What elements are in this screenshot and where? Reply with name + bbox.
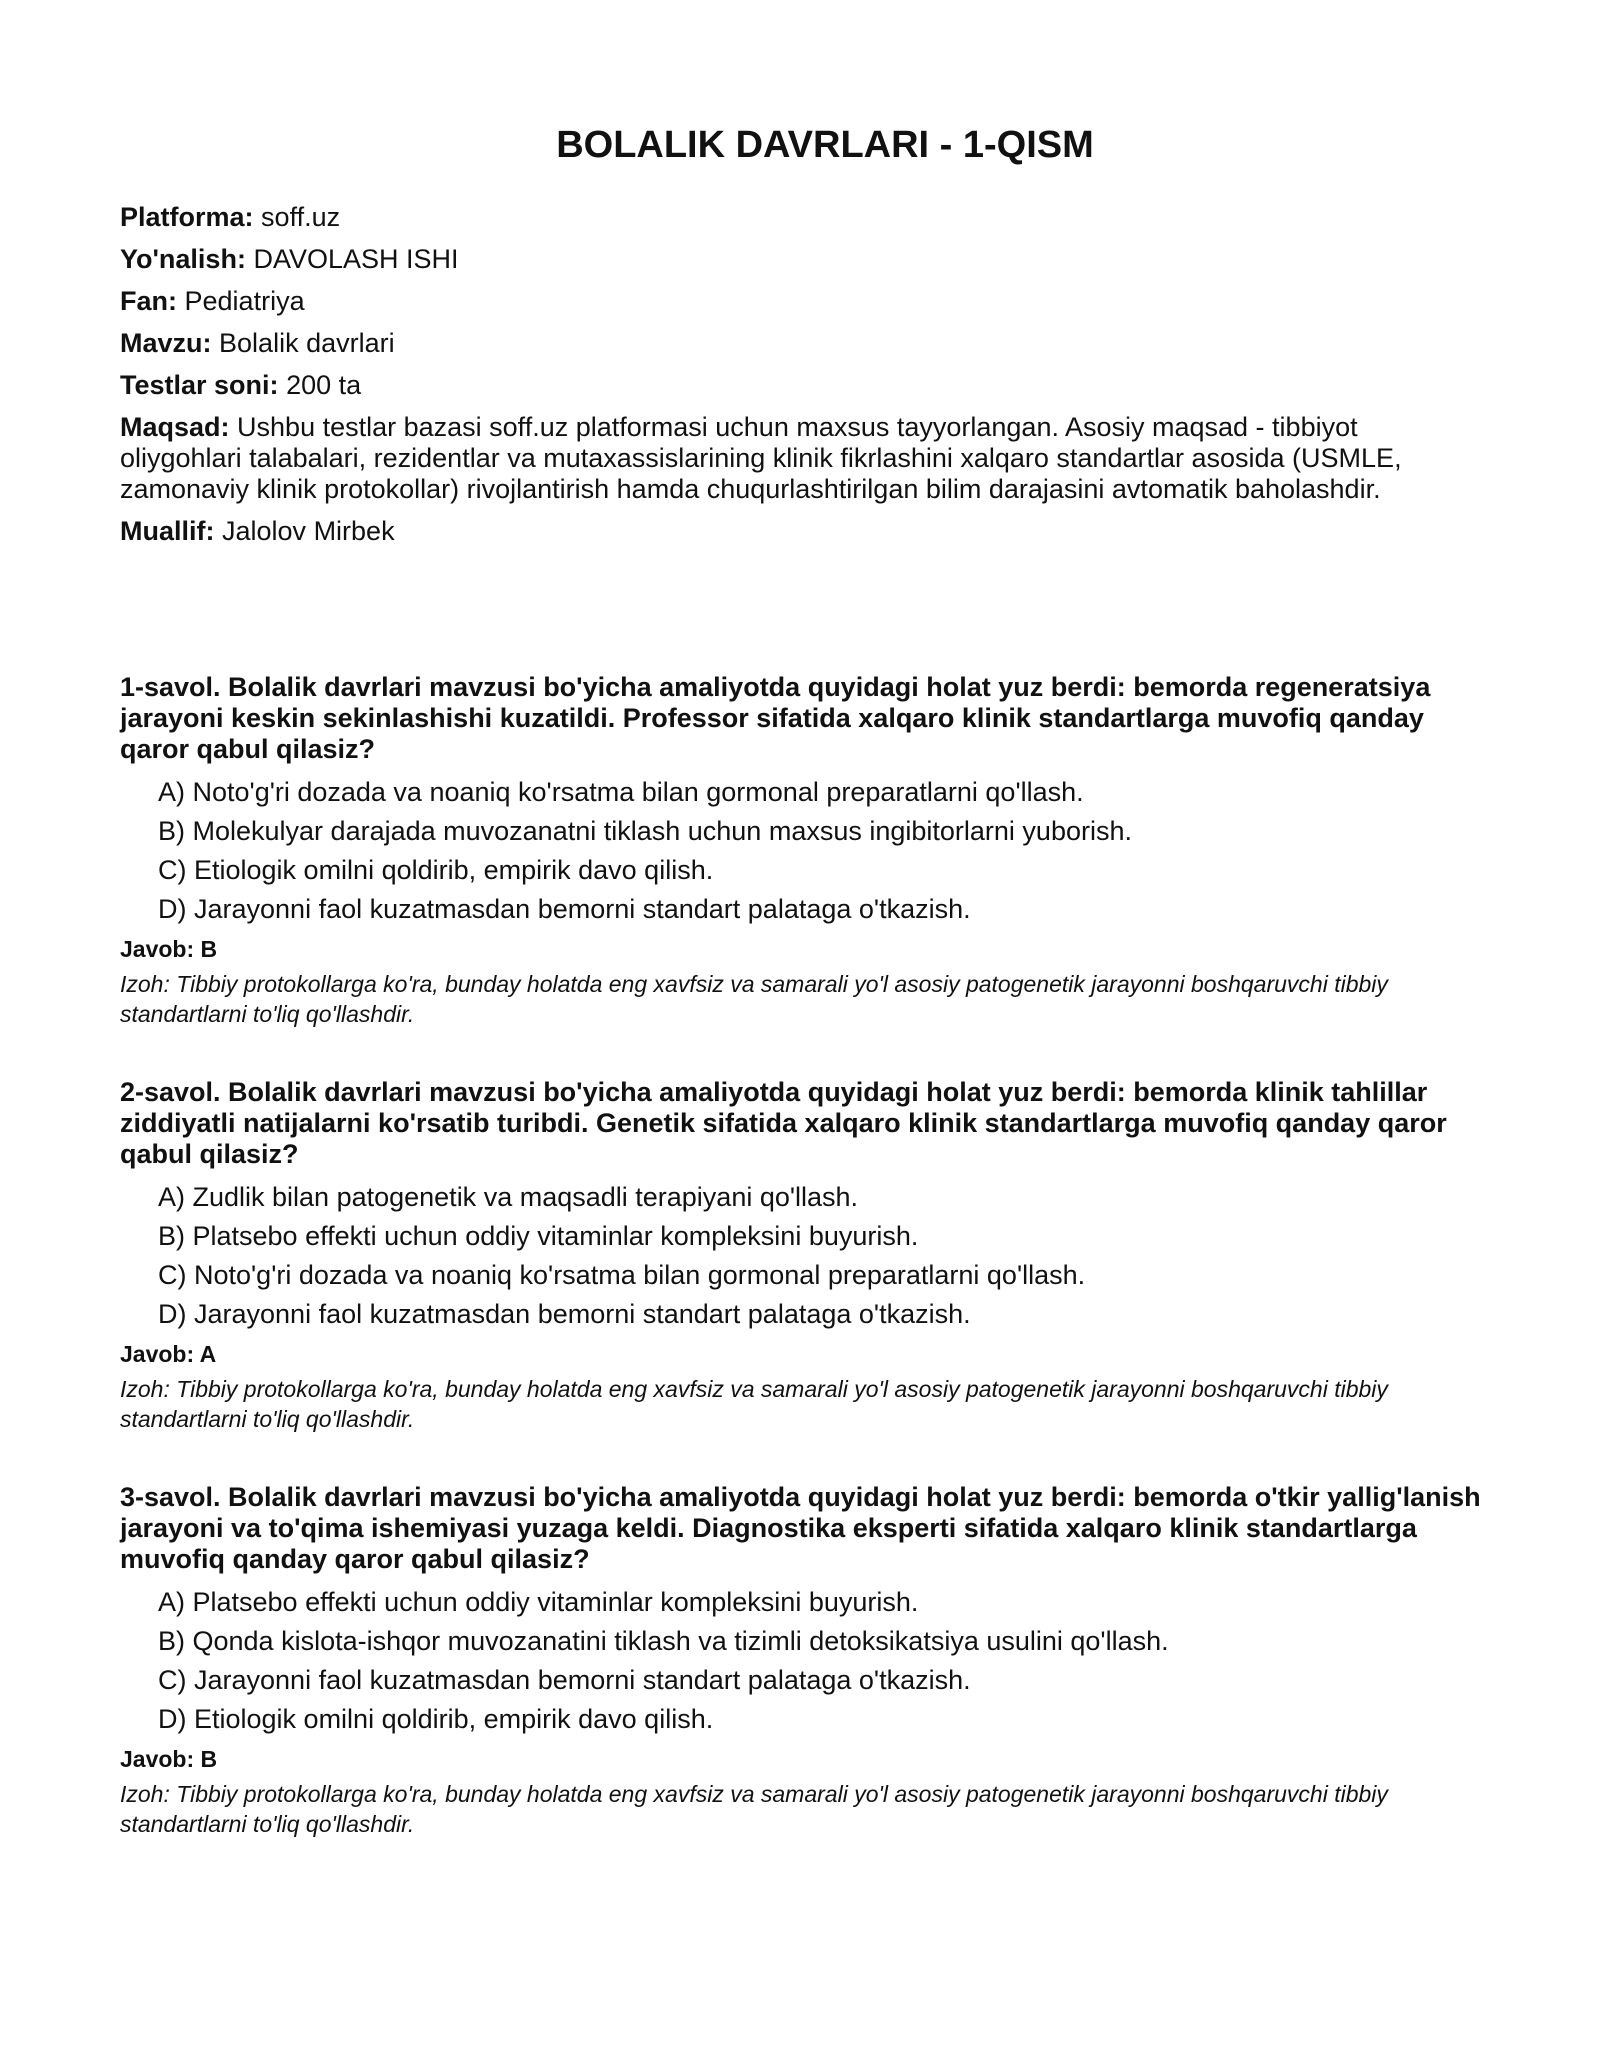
- option-d: D) Jarayonni faol kuzatmasdan bemorni standart palataga o'tkazish.: [158, 894, 971, 924]
- meta-value: 200 ta: [286, 370, 362, 400]
- question-1: [120, 672, 1490, 1029]
- question-text: 3-savol. Bolalik davrlari mavzusi bo'yicha amaliyotda quyidagi holat yuz berdi: bemorda o'tkir yallig'lanish jarayoni va to'qima ishemiyasi yuzaga keldi. Diagnostika eksperti sifatida xalqaro klinik standartlarga muvofiq qanday qaror qabul qilasiz?: [120, 1482, 1481, 1574]
- option-b: B) Platsebo effekti uchun oddiy vitaminlar kompleksini buyurish.: [158, 1221, 919, 1251]
- answer-note: Izoh: Tibbiy protokollarga ko'ra, bunday holatda eng xavfsiz va samarali yo'l asosiy patogenetik jarayonni boshqaruvchi tibbiy standartlarni to'liq qo'llashdir.: [120, 1376, 1388, 1432]
- meta-purpose: [120, 412, 1480, 505]
- meta-value: soff.uz: [261, 202, 341, 232]
- meta-value: Bolalik davrlari: [219, 328, 395, 358]
- meta-direction: [120, 244, 1480, 275]
- meta-label: Muallif:: [120, 516, 215, 546]
- question-text: 1-savol. Bolalik davrlari mavzusi bo'yicha amaliyotda quyidagi holat yuz berdi: bemorda regeneratsiya jarayoni keskin sekinlashishi kuzatildi. Professor sifatida xalqaro klinik standartlarga muvofiq qanday qaror qabul qilasiz?: [120, 672, 1431, 764]
- answer-label: Javob: B: [120, 936, 218, 962]
- option-a: A) Zudlik bilan patogenetik va maqsadli terapiyani qo'llash.: [158, 1182, 859, 1212]
- meta-test-count: [120, 370, 1480, 401]
- option-b: B) Molekulyar darajada muvozanatni tiklash uchun maxsus ingibitorlarni yuborish.: [158, 816, 1132, 846]
- meta-label: Yo'nalish:: [120, 244, 246, 274]
- option-b: B) Qonda kislota-ishqor muvozanatini tiklash va tizimli detoksikatsiya usulini qo'llash.: [158, 1626, 1169, 1656]
- option-list: [120, 1182, 1490, 1330]
- document-title: BOLALIK DAVRLARI - 1-QISM: [556, 124, 1094, 166]
- answer-label: Javob: B: [120, 1746, 218, 1772]
- meta-label: Fan:: [120, 286, 177, 316]
- meta-value: DAVOLASH ISHI: [253, 244, 459, 274]
- meta-topic: [120, 328, 1480, 359]
- meta-label: Testlar soni:: [120, 370, 279, 400]
- option-c: C) Jarayonni faol kuzatmasdan bemorni standart palataga o'tkazish.: [158, 1665, 971, 1695]
- meta-value: Pediatriya: [184, 286, 305, 316]
- question-list: [120, 672, 1490, 1887]
- meta-label: Maqsad:: [120, 412, 230, 442]
- answer-label: Javob: A: [120, 1341, 217, 1367]
- question-2: [120, 1077, 1490, 1434]
- option-c: C) Noto'g'ri dozada va noaniq ko'rsatma bilan gormonal preparatlarni qo'llash.: [158, 1260, 1086, 1290]
- option-a: A) Noto'g'ri dozada va noaniq ko'rsatma bilan gormonal preparatlarni qo'llash.: [158, 777, 1084, 807]
- meta-value: Ushbu testlar bazasi soff.uz platformasi uchun maxsus tayyorlangan. Asosiy maqsad - tibbiyot oliygohlari talabalari, rezidentlar va mutaxassislarining klinik fikrlashini xalqaro standartlar asosida (USMLE, zamonaviy klinik protokollar) rivojlantirish hamda chuqurlashtirilgan bilim darajasini avtomatik baholashdir.: [120, 412, 1402, 504]
- answer-note: Izoh: Tibbiy protokollarga ko'ra, bunday holatda eng xavfsiz va samarali yo'l asosiy patogenetik jarayonni boshqaruvchi tibbiy standartlarni to'liq qo'llashdir.: [120, 971, 1388, 1027]
- meta-author: [120, 516, 1480, 547]
- option-d: D) Etiologik omilni qoldirib, empirik davo qilish.: [158, 1704, 714, 1734]
- option-d: D) Jarayonni faol kuzatmasdan bemorni standart palataga o'tkazish.: [158, 1299, 971, 1329]
- question-3: [120, 1482, 1490, 1839]
- option-list: [120, 777, 1490, 925]
- meta-label: Mavzu:: [120, 328, 212, 358]
- option-c: C) Etiologik omilni qoldirib, empirik davo qilish.: [158, 855, 714, 885]
- meta-label: Platforma:: [120, 202, 254, 232]
- meta-subject: [120, 286, 1480, 317]
- option-a: A) Platsebo effekti uchun oddiy vitaminlar kompleksini buyurish.: [158, 1587, 919, 1617]
- answer-note: Izoh: Tibbiy protokollarga ko'ra, bunday holatda eng xavfsiz va samarali yo'l asosiy patogenetik jarayonni boshqaruvchi tibbiy standartlarni to'liq qo'llashdir.: [120, 1781, 1388, 1837]
- document-meta: [120, 202, 1480, 558]
- option-list: [120, 1587, 1490, 1735]
- meta-value: Jalolov Mirbek: [222, 516, 395, 546]
- meta-platform: [120, 202, 1480, 233]
- question-text: 2-savol. Bolalik davrlari mavzusi bo'yicha amaliyotda quyidagi holat yuz berdi: bemorda klinik tahlillar ziddiyatli natijalarni ko'rsatib turibdi. Genetik sifatida xalqaro klinik standartlarga muvofiq qanday qaror qabul qilasiz?: [120, 1077, 1447, 1169]
